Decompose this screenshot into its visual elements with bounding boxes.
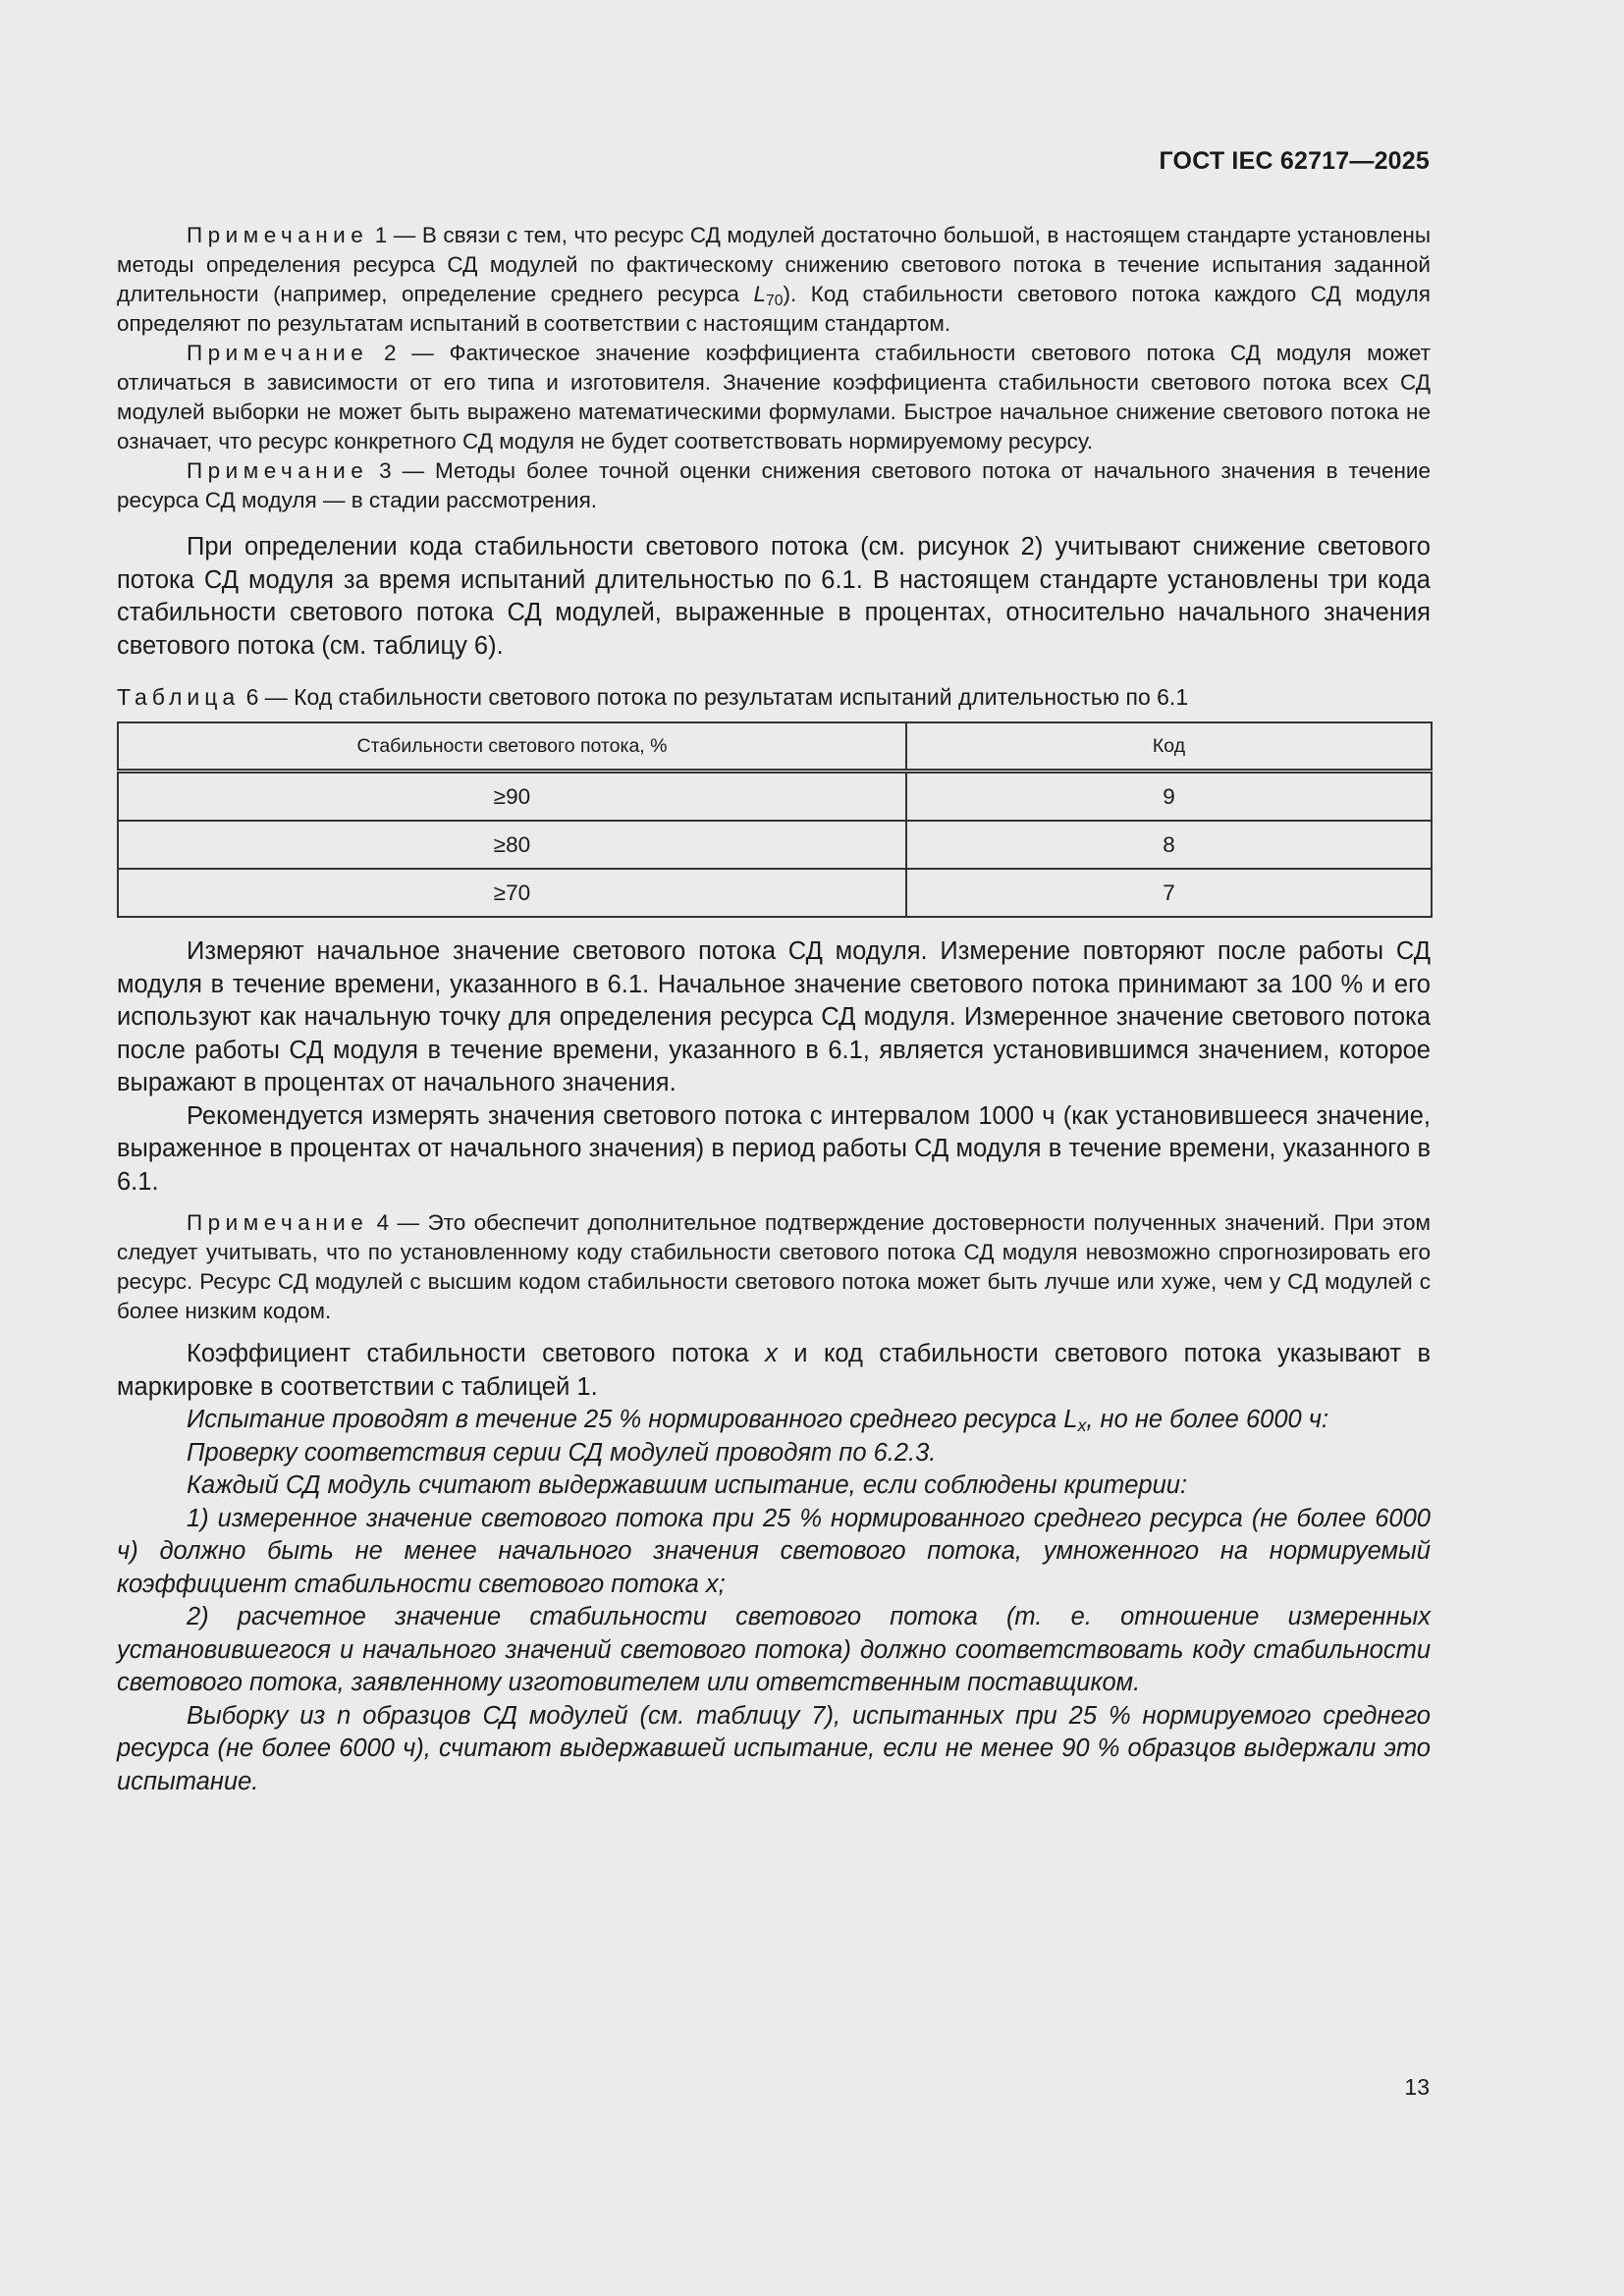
header-cell-code: Код bbox=[906, 722, 1432, 772]
text: , но не более 6000 ч: bbox=[1086, 1406, 1329, 1433]
table-row bbox=[118, 821, 1432, 869]
table-header-row bbox=[118, 722, 1432, 772]
paragraph-stability-code: При определении кода стабильности светового потока (см. рисунок 2) учитывают снижение светового потока СД модуля за время испытаний длительностью по 6.1. В настоящем стандарте установлены три кода стабильности светового потока СД модулей, выраженные в процентах, относительно начального значения светового потока (см. таблицу 6). bbox=[117, 533, 1431, 660]
page-number: 13 bbox=[1404, 2074, 1430, 2100]
table-cell: 7 bbox=[906, 869, 1432, 917]
text: и код стабильности светового потока указывают в маркировке в соответствии с таблицей 1. bbox=[117, 1340, 1431, 1401]
variable-x: x bbox=[765, 1340, 778, 1367]
note-label: Примечание bbox=[187, 223, 369, 247]
table-row bbox=[118, 772, 1432, 822]
note-4 bbox=[117, 1208, 1431, 1326]
subscript-x: x bbox=[1077, 1415, 1087, 1435]
italic-test-duration bbox=[117, 1404, 1431, 1437]
table-caption-label: Таблица bbox=[117, 684, 241, 710]
note-label: Примечание bbox=[187, 1210, 369, 1235]
subscript-70: 70 bbox=[765, 293, 784, 309]
page-content bbox=[117, 221, 1431, 1798]
text: Коэффициент стабильности светового потока bbox=[187, 1340, 766, 1367]
table-6 bbox=[117, 721, 1433, 918]
note-1 bbox=[117, 221, 1431, 339]
note-text: 1 — В связи с тем, что ресурс СД модулей достаточно большой, в настоящем стандарте установлены методы определения ресурса СД модулей по фактическому снижению светового потока в течение испытания заданной длительности (например, определение среднего ресурса bbox=[117, 223, 1431, 306]
note-2 bbox=[117, 339, 1431, 456]
note-label: Примечание bbox=[187, 341, 369, 365]
table-row bbox=[118, 869, 1432, 917]
note-text: 4 — Это обеспечит дополнительное подтверждение достоверности полученных значений. При этом следует учитывать, что по установленному коду стабильности светового потока СД модуля невозможно спрогнозировать его ресурс. Ресурс СД модулей с высшим кодом стабильности светового потока может быть лучше или хуже, чем у СД модулей с более низким кодом. bbox=[117, 1210, 1431, 1323]
note-text: 2 — Фактическое значение коэффициента стабильности светового потока СД модуля может отличаться в зависимости от его типа и изготовителя. Значение коэффициента стабильности светового потока всех СД модулей выборки не может быть выражено математическими формулами. Быстрое начальное снижение светового потока не означает, что ресурс конкретного СД модуля не будет соответствовать нормируемому ресурсу. bbox=[117, 341, 1431, 454]
italic-criterion-2: 2) расчетное значение стабильности светового потока (т. е. отношение измеренных установившегося и начального значений светового потока) должно соответствовать коду стабильности светового потока, заявленному изготовителем или ответственным поставщиком. bbox=[117, 1603, 1431, 1696]
table-cell: 9 bbox=[906, 772, 1432, 822]
table-cell: ≥90 bbox=[118, 772, 906, 822]
note-3 bbox=[117, 456, 1431, 515]
paragraph-recommendation: Рекомендуется измерять значения светового потока с интервалом 1000 ч (как установившееся значение, выраженное в процентах от начального значения) в период работы СД модуля в течение времени, указанного в 6.1. bbox=[117, 1101, 1431, 1196]
note-text: 3 — Методы более точной оценки снижения светового потока от начального значения в течение ресурса СД модуля — в стадии рассмотрения. bbox=[117, 458, 1431, 512]
italic-criterion-1: 1) измеренное значение светового потока при 25 % нормированного среднего ресурса (не более 6000 ч) должно быть не менее начального значения светового потока, умноженного на нормируемый коэффициент стабильности светового потока x; bbox=[117, 1504, 1431, 1598]
italic-compliance: Проверку соответствия серии СД модулей проводят по 6.2.3. bbox=[187, 1438, 937, 1467]
paragraph-measurement: Измеряют начальное значение светового потока СД модуля. Измерение повторяют после работы СД модуля в течение времени, указанного в 6.1. Начальное значение светового потока принимают за 100 % и его используют как начальную точку для определения ресурса СД модуля. Измеренное значение светового потока после работы СД модуля в течение времени, указанного в 6.1, является установившимся значением, которое выражают в процентах от начального значения. bbox=[117, 937, 1431, 1096]
italic-criteria-intro: Каждый СД модуль считают выдержавшим испытание, если соблюдены критерии: bbox=[187, 1471, 1188, 1499]
table-caption bbox=[117, 680, 1431, 712]
table-cell: ≥70 bbox=[118, 869, 906, 917]
symbol-l: L bbox=[753, 282, 766, 306]
italic-sample: Выборку из n образцов СД модулей (см. таблицу 7), испытанных при 25 % нормируемого среднего ресурса (не более 6000 ч), считают выдержавшей испытание, если не менее 90 % образцов выдержали это испытание. bbox=[117, 1701, 1431, 1795]
header-cell-stability: Стабильности светового потока, % bbox=[118, 722, 906, 772]
text: Испытание проводят в течение 25 % нормированного среднего ресурса L bbox=[187, 1406, 1078, 1433]
note-label: Примечание bbox=[187, 458, 369, 483]
table-cell: 8 bbox=[906, 821, 1432, 869]
paragraph-marking bbox=[117, 1338, 1431, 1404]
table-caption-text: 6 — Код стабильности светового потока по результатам испытаний длительностью по 6.1 bbox=[240, 684, 1189, 710]
document-code-header: ГОСТ IEC 62717—2025 bbox=[1159, 147, 1430, 175]
note-text-end: ). Код стабильности светового потока каждого СД модуля определяют по результатам испытаний в соответствии с настоящим стандартом. bbox=[117, 282, 1431, 336]
table-cell: ≥80 bbox=[118, 821, 906, 869]
